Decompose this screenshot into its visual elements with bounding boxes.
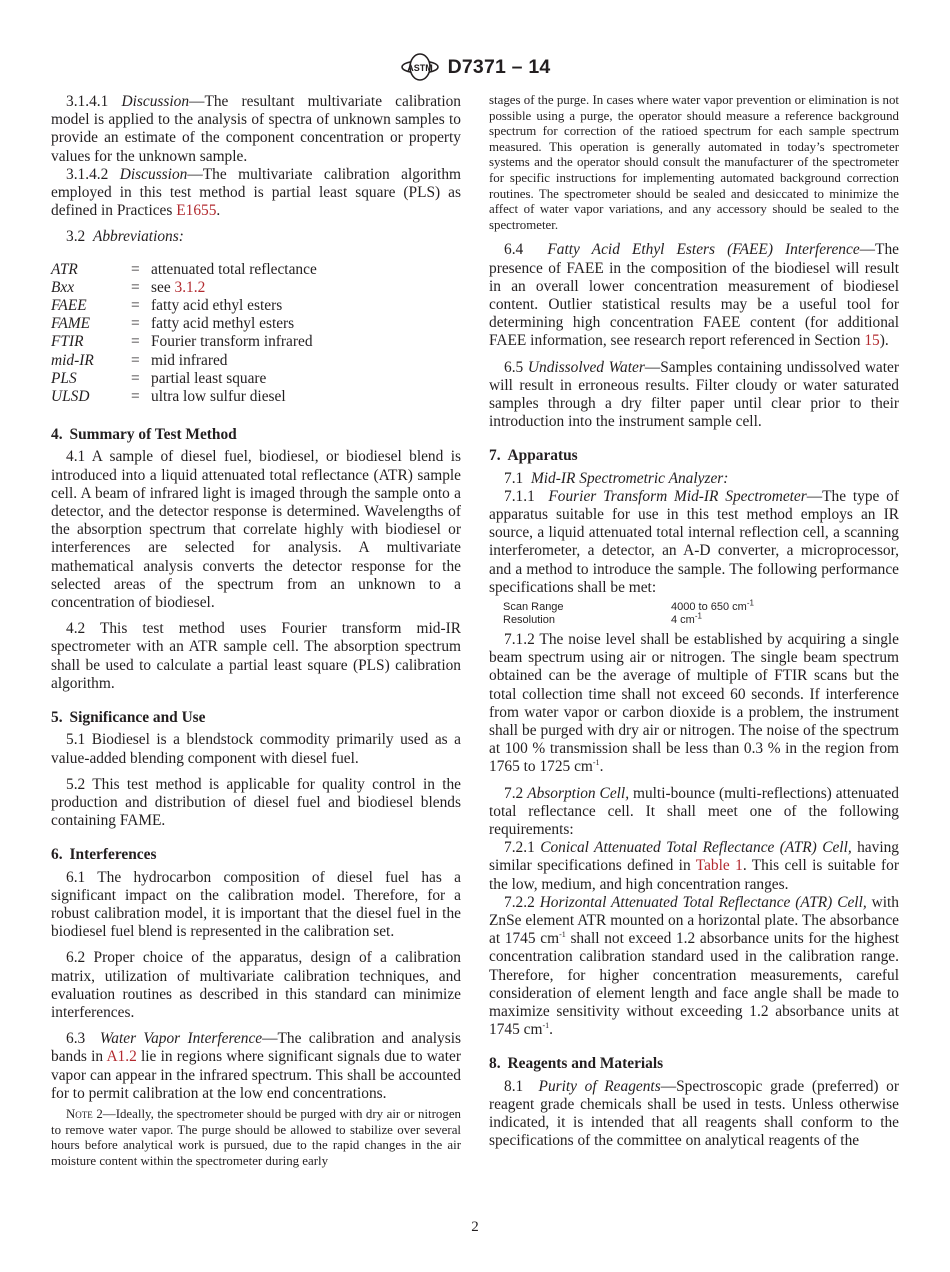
paragraph-4-1: 4.1 A sample of diesel fuel, biodiesel, or biodiesel blend is introduced into a liquid attenuated total reflectance (ATR) sample cell. A beam of infrared light is imaged through the sample onto a detector, and the detector response is determined. Wavelengths of the absorption spectrum that correlate highly with biodiesel or interferences are selected for analysis. A multivariate mathematical analysis converts the detector response for the selected areas of the spectrum from an unknown to a concentration of biodiesel.	[51, 448, 461, 612]
svg-text:ASTM: ASTM	[406, 63, 433, 73]
paragraph-3-1-4-1: 3.1.4.1 Discussion—The resultant multivariate calibration model is applied to the analysis of spectra of unknown samples to provide an estimate of the component concentration or property values for the unknown sample.	[51, 93, 461, 165]
paragraph-7-2-1: 7.2.1 Conical Attenuated Total Reflectance (ATR) Cell, having similar specifications defined in Table 1. This cell is suitable for the low, medium, and high concentration ranges.	[489, 839, 899, 893]
paragraph-3-1-4-2: 3.1.4.2 Discussion—The multivariate calibration algorithm employed in this test method is partial least square (PLS) as defined in Practices E1655.	[51, 165, 461, 220]
paragraph-6-2: 6.2 Proper choice of the apparatus, design of a calibration matrix, utilization of multivariate calibration techniques, and evaluation routines as described in this standard can minimize interferences.	[51, 949, 461, 1021]
abbreviations-list: ATR = attenuated total reflectance Bxx = see 3.1.2 FAEE = fatty acid ethyl esters FAME = fatty acid methyl esters FTIR = Fourier transform infrared mid-IR = mid infrared PLS = partial least square ULSD = ultra low sulfur diesel	[51, 260, 317, 406]
astm-logo-icon	[400, 52, 440, 82]
note-2: Note 2—Ideally, the spectrometer should be purged with dry air or nitrogen to remove water vapor. The purge should be allowed to stabilize over several hours before analytical work is pursued, due to the rapid changes in the air moisture content within the spectrometer during early	[51, 1106, 461, 1168]
paragraph-7-1-1: 7.1.1 Fourier Transform Mid-IR Spectrometer—The type of apparatus suitable for use in this test method employs an IR source, a liquid attenuated total internal reflection cell, a scanning interferometer, a detector, an A-D converter, a microprocessor, and a method to introduce the sample. The following performance specifications shall be met:	[489, 487, 899, 596]
page-number: 2	[471, 1219, 479, 1235]
paragraph-6-3: 6.3 Water Vapor Interference—The calibration and analysis bands in A1.2 lie in regions where significant signals due to water vapor can appear in the infrared spectrum. This shall be accounted for to permit calibration at the low end concentrations.	[51, 1030, 461, 1102]
section-heading-6: 6. Interferences	[51, 846, 157, 864]
page-header	[0, 52, 950, 86]
paragraph-7-2-2: 7.2.2 Horizontal Attenuated Total Reflectance (ATR) Cell, with ZnSe element ATR mounted on a horizontal plate. The absorbance at 1745 $cm^{-1}$ shall not exceed 1.2 absorbance units for the highest concentration calibration standard used in the calibration range. Therefore, for higher concentration measurements, careful consideration of element length and face angle shall be made to maximize sensitivity without exceeding 1.2 absorbance units at 1745 $cm^{-1}$.	[489, 893, 899, 1039]
link-3-1-2[interactable]: 3.1.2	[174, 278, 206, 296]
right-column	[489, 93, 899, 1150]
paragraph-6-5: 6.5 Undissolved Water—Samples containing undissolved water will result in erroneous results. Filter cloudy or water saturated samples through a dry filter paper until clear prior to their introduction into the instrument sample cell.	[489, 358, 899, 431]
note-2-continued: stages of the purge. In cases where water vapor prevention or elimination is not possible using a purge, the operator should measure a reference background spectrum for correction of the ratioed spectrum for each sample spectrum measured. This operation is generally automated in today’s spectrometer systems and the operator should consult the manufacturer of the spectrometer for specific instructions for implementing automated background correction routines. The spectrometer should be sealed and desiccated to minimize the affect of water vapor variations, and any accessory should be sealed to the spectrometer.	[489, 93, 899, 232]
section-heading-8: 8. Reagents and Materials	[489, 1055, 664, 1073]
paragraph-6-1: 6.1 The hydrocarbon composition of diesel fuel has a significant impact on the calibration model. Therefore, for a robust calibration model, it is important that the diesel fuel in the biodiesel fuel blend is represented in the calibration set.	[51, 868, 461, 941]
paragraph-7-1: 7.1 Mid-IR Spectrometric Analyzer:	[504, 469, 729, 487]
paragraph-3-2: 3.2 Abbreviations:	[66, 228, 184, 246]
section-heading-4: 4. Summary of Test Method	[51, 426, 237, 444]
link-section-15[interactable]: 15	[864, 332, 880, 350]
paragraph-8-1: 8.1 Purity of Reagents—Spectroscopic grade (preferred) or reagent grade chemicals shall be used in tests. Unless otherwise indicated, it is intended that all reagents shall conform to the specifications of the committee on analytical reagents of the	[489, 1077, 899, 1150]
link-a1-2[interactable]: A1.2	[106, 1048, 137, 1066]
paragraph-5-2: 5.2 This test method is applicable for quality control in the production and distribution of diesel fuel and biodiesel blends containing FAME.	[51, 775, 461, 830]
paragraph-7-2: 7.2 Absorption Cell, multi-bounce (multi-reflections) attenuated total reflectance cell. It shall meet one of the following requirements:	[489, 784, 899, 839]
link-e1655[interactable]: E1655	[176, 202, 217, 220]
section-heading-5: 5. Significance and Use	[51, 709, 206, 727]
paragraph-7-1-2: 7.1.2 The noise level shall be established by acquiring a single beam spectrum using air or nitrogen. The single beam spectrum obtained can be the average of multiple of FTIR scans but the total collection time shall not exceed 60 seconds. If interference from water vapor or carbon dioxide is a problem, the instrument shall be purged with dry air or nitrogen. The noise of the spectrum at 100 % transmission shall be less than 0.3 % in the region from 1765 to 1725 $cm^{-1}$.	[489, 631, 899, 776]
performance-specifications: Scan Range 4000 to 650 $cm^{-1}$ Resolution 4 $cm^{-1}$	[503, 598, 754, 626]
link-table-1[interactable]: Table 1	[695, 857, 743, 875]
document-number: D7371 – 14	[447, 55, 551, 78]
paragraph-5-1: 5.1 Biodiesel is a blendstock commodity primarily used as a value-added blending component with diesel fuel.	[51, 731, 461, 767]
section-heading-7: 7. Apparatus	[489, 447, 578, 465]
paragraph-4-2: 4.2 This test method uses Fourier transform mid-IR spectrometer with an ATR sample cell. The absorption spectrum shall be used to calculate a partial least square (PLS) calibration algorithm.	[51, 620, 461, 692]
left-column	[51, 93, 461, 1169]
paragraph-6-4: 6.4 Fatty Acid Ethyl Esters (FAEE) Interference—The presence of FAEE in the composition of the biodiesel will result in an overall lower concentration measurement of biodiesel content. Outlier statistical results may be a useful tool for determining high concentration FAEE content (for additional FAEE information, see research report referenced in Section 15).	[489, 241, 899, 350]
